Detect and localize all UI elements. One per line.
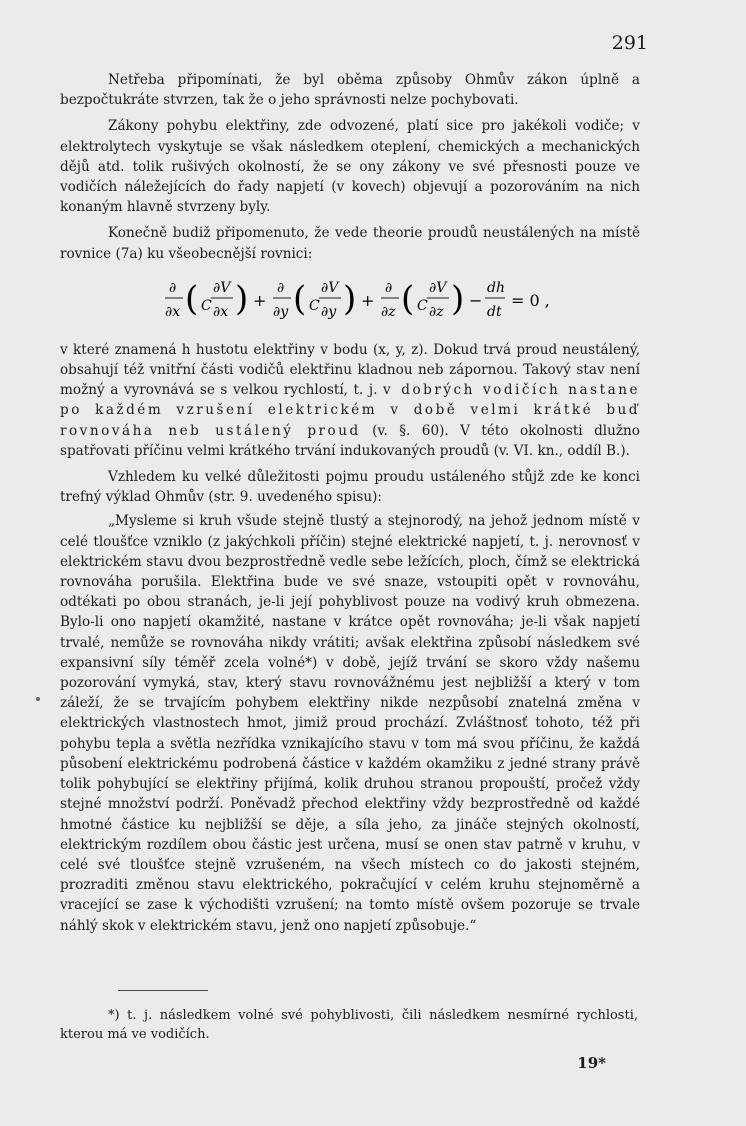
text-segment: v které znamená h hustotu elektřiny v bodu (x, y, z). Dokud trvá proud neustálený, obsahují též vnitřní části vodičů elektřinu kladnou neb zápornou. Takový stav není možný a vyrovnává se s velkou rychlostí, t. j. [60, 341, 640, 399]
svg-text:−: − [469, 290, 483, 310]
svg-text:(: ( [293, 278, 307, 319]
svg-text:∂x: ∂x [165, 303, 181, 320]
text-segment: (v. §. 60). V této okolnosti dlužno spatřovati příčinu velmi krátkého trvání indukovaných proudů (v. VI. kn., oddíl B.). [60, 422, 640, 459]
continuity-equation [60, 270, 640, 332]
spaced-emphasis: v dobrých vodičích nastane po každém vzrušení elektrickém v době velmi krátké buď rovnováha neb ustálený proud [60, 382, 640, 439]
footnote-separator [118, 990, 208, 991]
svg-text:+: + [361, 290, 375, 310]
svg-text:∂y: ∂y [273, 303, 289, 320]
svg-text:C: C [417, 297, 428, 314]
svg-text:= 0 ,: = 0 , [511, 290, 550, 310]
signature-mark: 19* [577, 1054, 606, 1072]
paragraph-ohm-law: Netřeba připomínati, že byl oběma způsoby Ohmův zákon úplně a bezpočtukráte stvrzen, tak že o jeho správnosti nelze pochybovati. [60, 72, 640, 109]
svg-text:dh: dh [487, 279, 505, 296]
svg-text:∂: ∂ [169, 279, 177, 296]
svg-text:(: ( [185, 278, 199, 319]
margin-mark [36, 697, 40, 701]
svg-text:+: + [253, 290, 267, 310]
svg-text:∂: ∂ [277, 279, 285, 296]
svg-text:∂z: ∂z [381, 303, 396, 320]
footnote-text: *) t. j. následkem volné své pohyblivosti, čili následkem nesmírné rychlosti, kterou má ve vodičích. [60, 1008, 638, 1042]
svg-text:∂z: ∂z [429, 303, 444, 320]
paragraph-ohm-quote: „Mysleme si kruh všude stejně tlustý a stejnorodý, na jehož jednom místě v celé tloušťce vzniklo (z jakýchkoli příčin) stejné elektrické napjetí, t. j. nerovnosť v elektrickém stavu dvou bezprostředně vedle sebe ležících, ploch, čímž se elektrická rovnováha porušila. Elektřina bude ve své snaze, vstoupiti opět v rovnováhu, odtékati po obou stranách, je-li její pohyblivost pouze na vodivý kruh obmezena. Bylo-li ono napjetí okamžité, nastane v krátce opět rovnováha; je-li však napjetí trvalé, nemůže se rovnováha nikdy vrátiti; avšak elektřina způsobí následkem své expansivní síly téměř zcela volné*) v době, jejíž trvání se skoro vždy našemu pozorování vymyká, stav, který stavu rovnovážnému jest nejbližší a který v tom záleží, že se trvajícím pohybem elektřiny nikde nezpůsobí znatelná změna v elektrických vlastnostech hmot, jimiž proud prochází. Zvláštnosť tohoto, též při pohybu tepla a světla nezřídka vznikajícího stavu v tom má svou příčinu, že každá působení elektrickému podrobená částice v každém okamžiku z jedné strany právě tolik pohybující se elektřiny přijímá, kolik druhou stranou propouští, pročež vždy stejné množství podrží. Poněvadž přechod elektřiny vždy bezprostředně od každé hmotné částice ku nejbližší se děje, a síla jeho, za jináče stejných okolností, elektrickým rozdílem obou částic jest určena, musí se onen stav patrně v kruhu, v celé své tloušťce stejně vzrušeném, na všech místech co do jakosti stejném, prozraditi změnou stavu elektrického, pokračující v celém kruhu stejnoměrně a vracející se zase k východišti vzrušení; na tomto místě ovšem pozoruje se trvale náhlý skok v elektrickém stavu, jenž ono napjetí způsobuje.“ [60, 513, 640, 934]
svg-text:(: ( [401, 278, 415, 319]
svg-text:dt: dt [487, 303, 502, 320]
svg-text:∂V: ∂V [321, 279, 339, 296]
paragraph-ohm-quote-intro: Vzhledem ku velké důležitosti pojmu proudu ustáleného stůjž zde ke konci trefný výklad Ohmův (str. 9. uvedeného spisu): [60, 469, 640, 506]
svg-text:): ) [343, 278, 357, 319]
svg-text:∂x: ∂x [213, 303, 229, 320]
svg-text:): ) [235, 278, 249, 319]
svg-text:∂y: ∂y [321, 303, 337, 320]
paragraph-general-equation: Konečně budiž připomenuto, že vede theorie proudů neustálených na místě rovnice (7a) ku všeobecnější rovnici: [60, 225, 640, 262]
footnote [60, 1006, 638, 1044]
svg-text:C: C [309, 297, 320, 314]
paragraph-unsteady-current [60, 340, 640, 461]
svg-text:): ) [451, 278, 465, 319]
page-number: 291 [611, 32, 648, 54]
svg-text:C: C [201, 297, 212, 314]
svg-text:∂V: ∂V [429, 279, 447, 296]
paragraph-electrolytes: Zákony pohybu elektřiny, zde odvozené, platí sice pro jakékoli vodiče; v elektrolytech vyskytuje se však následkem oteplení, chemických a mechanických dějů atd. tolik rušivých okolností, že se ony zákony ve své přesnosti pouze ve vodičích náležejících do řady napjetí (v kovech) objevují a pozorováním na nich konaným hlavně stvrzeny byly. [60, 118, 640, 216]
svg-text:∂: ∂ [385, 279, 393, 296]
svg-text:∂V: ∂V [213, 279, 231, 296]
page-body [60, 70, 640, 936]
